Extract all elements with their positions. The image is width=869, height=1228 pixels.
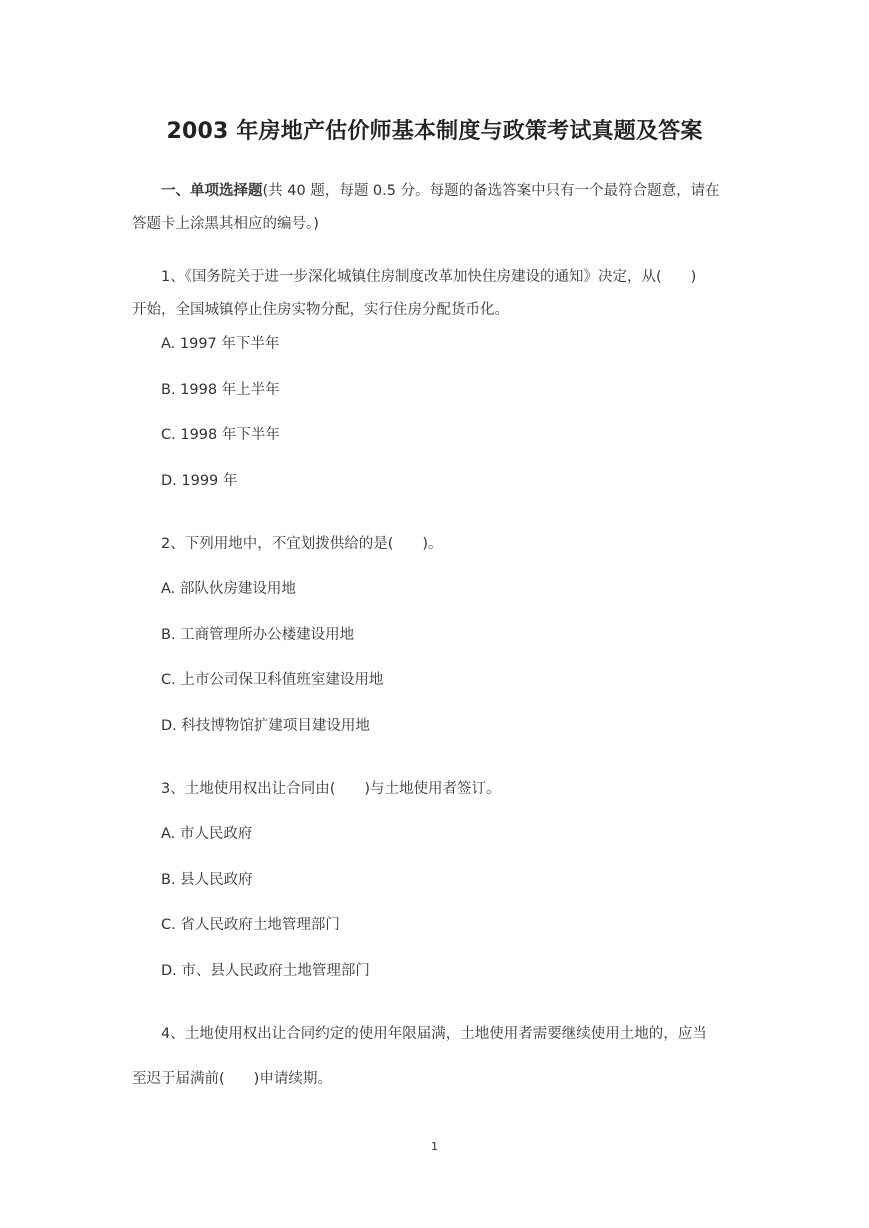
- question-1-stem-line1: 1、《国务院关于进一步深化城镇住房制度改革加快住房建设的通知》决定，从( ): [161, 269, 697, 285]
- question-3-stem: 3、土地使用权出让合同由( )与土地使用者签订。: [161, 781, 501, 797]
- question-1-option-b: B. 1998 年上半年: [161, 382, 280, 398]
- question-2-option-b: B. 工商管理所办公楼建设用地: [161, 627, 355, 643]
- section-instruction-line2: 答题卡上涂黑其相应的编号。): [132, 216, 319, 232]
- document-title: 2003 年房地产估价师基本制度与政策考试真题及答案: [166, 119, 703, 144]
- question-1-option-d: D. 1999 年: [161, 473, 238, 489]
- question-1-option-a: A. 1997 年下半年: [161, 336, 280, 352]
- section-instruction-line1: [161, 180, 720, 202]
- question-2-stem: 2、下列用地中，不宜划拨供给的是( )。: [161, 536, 443, 552]
- question-2-option-a: A. 部队伙房建设用地: [161, 581, 296, 597]
- question-3-option-a: A. 市人民政府: [161, 826, 253, 842]
- question-2-option-d: D. 科技博物馆扩建项目建设用地: [161, 718, 370, 734]
- question-3-option-c: C. 省人民政府土地管理部门: [161, 917, 340, 933]
- question-1-option-c: C. 1998 年下半年: [161, 427, 280, 443]
- question-2-option-c: C. 上市公司保卫科值班室建设用地: [161, 672, 384, 688]
- section-heading: 一、单项选择题: [161, 183, 263, 199]
- question-3-option-b: B. 县人民政府: [161, 872, 253, 888]
- page-number: 1: [431, 1140, 438, 1153]
- section-instruction: (共 40 题，每题 0.5 分。每题的备选答案中只有一个最符合题意，请在: [262, 183, 720, 199]
- question-3-option-d: D. 市、县人民政府土地管理部门: [161, 963, 370, 979]
- question-4-stem-line1: 4、土地使用权出让合同约定的使用年限届满，土地使用者需要继续使用土地的，应当: [161, 1026, 707, 1042]
- question-1-stem-line2: 开始，全国城镇停止住房实物分配，实行住房分配货币化。: [132, 302, 509, 318]
- question-4-stem-line2: 至迟于届满前( )申请续期。: [132, 1071, 332, 1087]
